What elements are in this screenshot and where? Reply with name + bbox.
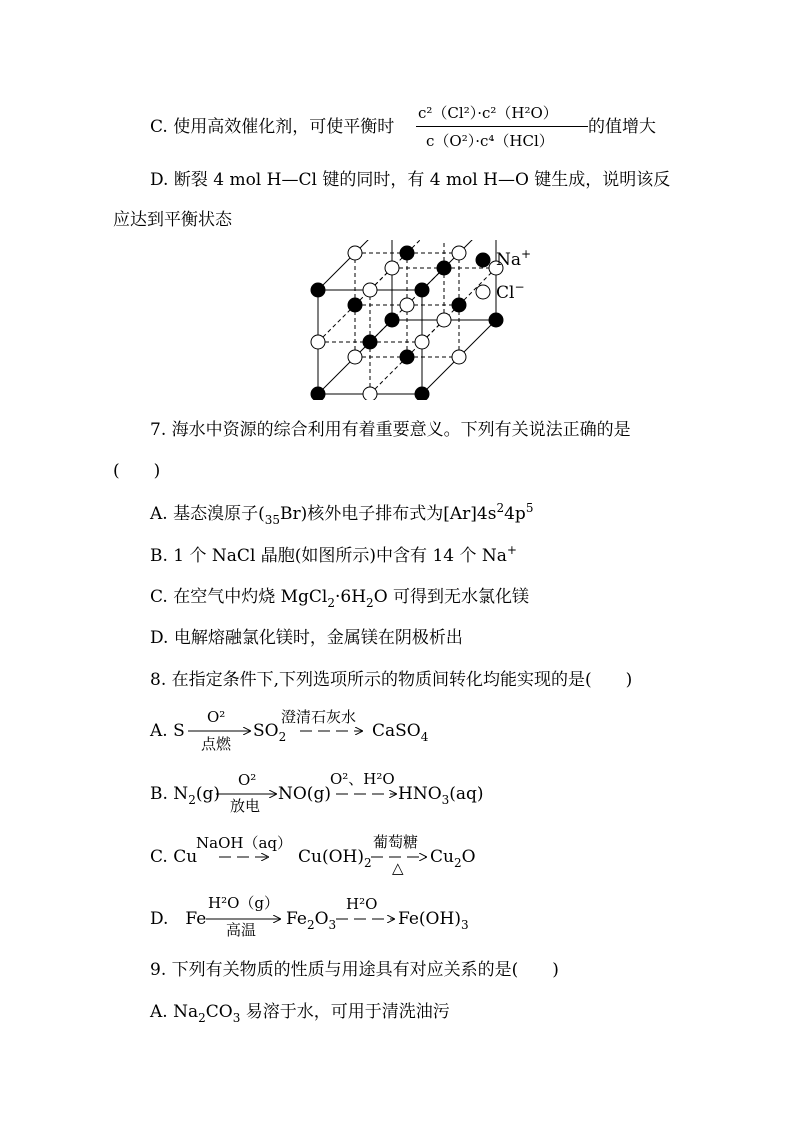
cl-ion [437, 313, 451, 327]
q6-option-d-line1: D. 断裂 4 mol H—Cl 键的同时，有 4 mol H—O 键生成，说明该反 [150, 170, 671, 190]
q8-b-arrow1-bottom: 放电 [230, 797, 261, 815]
q8-b-arrow1-top: O² [238, 771, 257, 789]
na-ion [400, 350, 414, 364]
lattice-line [318, 253, 355, 290]
q8-c-start: C. Cu [150, 847, 198, 867]
q6-option-c [150, 115, 394, 139]
na-ion [385, 313, 399, 327]
cl-ion [363, 387, 377, 400]
q7-answer-paren: ( ) [113, 461, 161, 481]
q8-c-arrow2-top: 葡萄糖 [373, 833, 419, 851]
q7-option-a: A. 基态溴原子$(_{35}Br)$核外电子排布式为$[Ar]4s^24p^5$ [150, 501, 534, 527]
cl-ion [348, 350, 362, 364]
nacl-crystal-figure [0, 240, 794, 400]
na-ion [311, 283, 325, 297]
q6-fraction-numerator: c²（Cl²）·c²（H²O） [418, 104, 558, 122]
q8-d-arrow1-top: H²O（g） [208, 894, 279, 912]
q8-a-mid: $SO_2$ [253, 721, 287, 744]
legend-cl-marker [476, 285, 490, 299]
q8-b-end: $HNO_3(aq)$ [398, 784, 484, 807]
q7-option-d: D. 电解熔融氯化镁时，金属镁在阴极析出 [150, 628, 463, 648]
q8-a-start: A. S [150, 721, 185, 741]
na-ion [400, 246, 414, 260]
q8-c-arrow1-top: NaOH（aq） [196, 834, 292, 852]
cl-ion [348, 246, 362, 260]
q9-stem: 9. 下列有关物质的性质与用途具有对应关系的是( ) [150, 960, 559, 980]
legend-na-label: Na+ [496, 247, 532, 270]
q8-d-end: $Fe(OH)_3$ [398, 909, 469, 932]
legend-cl-label: Cl− [496, 280, 525, 303]
cl-ion [452, 350, 466, 364]
q8-b-arrow2-top: O²、H²O [330, 770, 395, 788]
q6-option-c-suffix: 的值增大 [588, 117, 656, 137]
na-ion [489, 313, 503, 327]
na-ion [348, 298, 362, 312]
q8-stem: 8. 在指定条件下,下列选项所示的物质间转化均能实现的是( ) [150, 670, 633, 690]
na-ion [415, 387, 429, 400]
q8-c-end: $Cu_2O$ [430, 847, 476, 870]
lattice-line [459, 268, 496, 305]
na-ion [452, 298, 466, 312]
q8-d-start: D. Fe [150, 909, 207, 929]
lattice-line [422, 357, 459, 394]
q6-option-d-line2: 应达到平衡状态 [113, 210, 232, 230]
lattice-line [318, 305, 355, 342]
cl-ion [385, 261, 399, 275]
na-ion [437, 261, 451, 275]
q8-a-arrow1-bottom: 点燃 [201, 735, 232, 753]
q8-arrows [0, 700, 794, 960]
q7-option-b: B. 1 个 NaCl 晶胞(如图所示)中含有 14 个 Na+ [150, 543, 517, 566]
legend-na-marker [476, 253, 490, 267]
q7-stem: 7. 海水中资源的综合利用有着重要意义。下列有关说法正确的是 [150, 420, 631, 440]
q8-a-end: CaSO$_4$ [372, 721, 429, 744]
na-ion [311, 387, 325, 400]
lattice-line [370, 357, 407, 394]
q6-fraction-denominator: c（O²）·c⁴（HCl） [426, 132, 554, 150]
q8-a-arrow1-top: O² [207, 708, 226, 726]
cl-ion [311, 335, 325, 349]
na-ion [363, 335, 377, 349]
cl-ion [452, 246, 466, 260]
cl-ion [400, 298, 414, 312]
q8-d-arrow1-bottom: 高温 [226, 921, 257, 939]
q8-d-mid: $Fe_2O_3$ [286, 909, 337, 932]
q9-option-a: A. $Na_2CO_3$ 易溶于水，可用于清洗油污 [150, 1002, 450, 1025]
q8-b-start: B. $N_2(g)$ [150, 784, 220, 807]
lattice-line [459, 320, 496, 357]
q8-b-mid: NO(g) [278, 784, 331, 804]
na-ion [415, 283, 429, 297]
q6-option-c-prefix: C. 使用高效催化剂，可使平衡时 [150, 117, 395, 137]
q8-c-arrow2-bottom: △ [392, 859, 404, 877]
cl-ion [363, 283, 377, 297]
q8-a-arrow2-top: 澄清石灰水 [281, 708, 357, 726]
q8-c-mid: $Cu(OH)_2$ [298, 847, 372, 870]
cl-ion [415, 335, 429, 349]
q6-fraction-bar [416, 126, 588, 127]
q8-d-arrow2-top: H²O [346, 895, 378, 913]
q7-option-c: C. 在空气中灼烧 $MgCl_2\cdot 6H_2O$ 可得到无水氯化镁 [150, 587, 530, 610]
lattice-line [318, 357, 355, 394]
